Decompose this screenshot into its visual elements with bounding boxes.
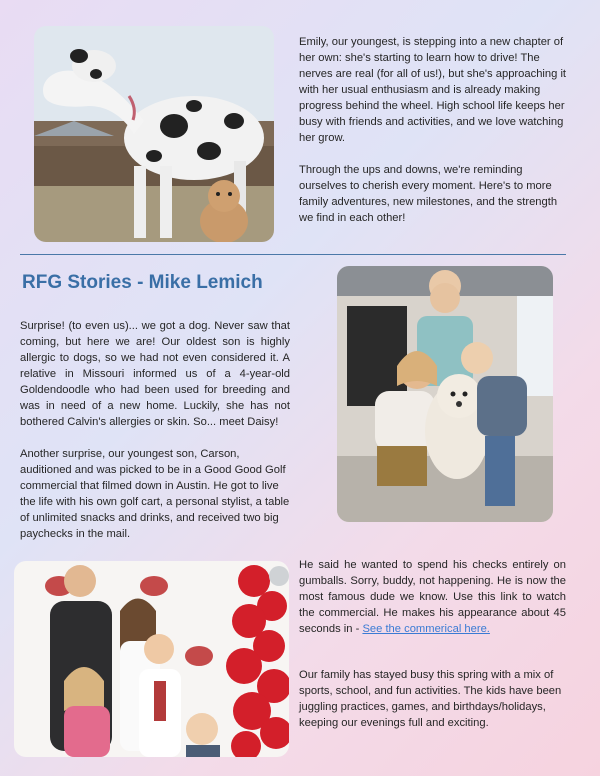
emily-paragraph: Emily, our youngest, is stepping into a new chapter of her own: she's starting to learn how to drive! The nerves are real (for all of us!), but she's approaching it with her usual enthusiasm and is already making progress behind the wheel. High school life keeps her busy with friends and activities, and we love watching her grow. bbox=[299, 36, 567, 144]
photo-dogs bbox=[34, 26, 274, 242]
left-column-text bbox=[20, 318, 290, 542]
busy-spring-paragraph: Our family has stayed busy this spring with a mix of sports, school, and fun activities. The kids have been juggling practices, games, and birthdays/holidays, keeping our evenings full and exciting. bbox=[299, 669, 562, 729]
kids-dog-illustration bbox=[337, 266, 553, 522]
bottom-right-text bbox=[299, 557, 566, 731]
section-title: RFG Stories - Mike Lemich bbox=[22, 272, 263, 293]
gumballs-text: He said he wanted to spend his checks entirely on gumballs. Sorry, buddy, not happening. He is now the most famous dude we know. Use this link to watch the commercial. He makes his appearance about 45 seconds in - bbox=[299, 559, 566, 635]
dog-story-paragraph: Surprise! (to even us)... we got a dog. Never saw that coming, but here we are! Our oldest son is highly allergic to dogs, so we had not even considered it. A relative in Missouri informed us of a 4-year-old Goldendoodle who had been used for breeding and was in need of a new home. Luckily, she has not bothered Calvin's allergies or skin. So... meet Daisy! bbox=[20, 320, 290, 428]
dogs-illustration bbox=[34, 26, 274, 242]
commercial-paragraph: Another surprise, our youngest son, Carson, auditioned and was picked to be in a Good Good Golf commercial that filmed down in Austin. He got to live the life with his own golf cart, a personal stylist, a table of unlimited snacks and drinks, and received two big paychecks in the mail. bbox=[20, 448, 290, 540]
gumballs-paragraph bbox=[299, 557, 566, 637]
photo-family bbox=[14, 561, 289, 757]
cherish-paragraph: Through the ups and downs, we're reminding ourselves to cherish every moment. Here's to more family adventures, new milestones, and the strength we find in each other! bbox=[299, 164, 558, 224]
top-right-text bbox=[299, 34, 569, 226]
section-divider bbox=[20, 254, 566, 255]
commercial-link[interactable]: See the commerical here. bbox=[362, 623, 490, 635]
family-illustration bbox=[14, 561, 289, 757]
photo-kids-with-dog bbox=[337, 266, 553, 522]
